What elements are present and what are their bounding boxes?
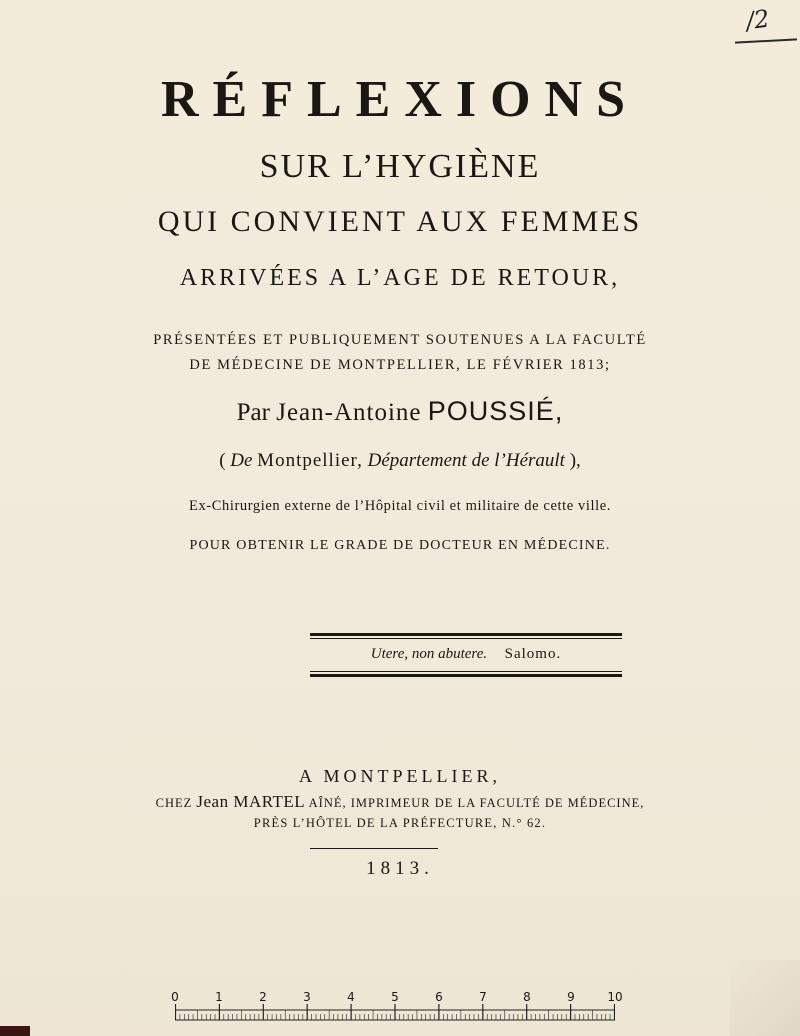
author-given-name: Jean-Antoine (276, 399, 422, 426)
motto (310, 646, 622, 663)
printer-suffix: AÎNÉ, IMPRIMEUR DE LA FACULTÉ DE MÉDECINE, (308, 796, 645, 810)
scale-label: 4 (347, 990, 355, 1004)
origin-de: De (230, 450, 253, 471)
scale-label: 8 (523, 990, 531, 1004)
motto-rule-bottom (310, 674, 622, 677)
thesis-purpose: POUR OBTENIR LE GRADE DE DOCTEUR EN MÉDECINE. (189, 538, 611, 553)
scale-label: 6 (435, 990, 443, 1004)
printer-name: Jean MARTEL (196, 792, 306, 811)
origin-city: Montpellier, (257, 450, 363, 471)
author-prefix: Par (236, 399, 270, 426)
origin-open-paren: ( (219, 450, 226, 471)
author-surname: POUSSIÉ, (427, 396, 564, 426)
year-rule (310, 848, 438, 849)
author-line (0, 396, 800, 427)
motto-rule-top-thin (310, 638, 622, 639)
origin-departement: Département de l’Hérault (367, 450, 565, 471)
origin-close-paren: ), (569, 450, 581, 471)
presentation-line-1: PRÉSENTÉES ET PUBLIQUEMENT SOUTENUES A LA FACULTÉ (153, 332, 647, 348)
scale-label: 1 (215, 990, 223, 1004)
scale-label: 0 (171, 990, 179, 1004)
scale-label: 9 (567, 990, 575, 1004)
motto-latin: Utere, non abutere. (370, 646, 488, 662)
subtitle-line-2: QUI CONVIENT AUX FEMMES (157, 205, 643, 238)
book-title: RÉFLEXIONS (160, 71, 640, 128)
subtitle-line-3: ARRIVÉES A L’AGE DE RETOUR, (179, 265, 621, 291)
motto-attribution: Salomo. (504, 646, 562, 662)
scale-ruler (175, 1004, 615, 1022)
annotation-underline (735, 38, 797, 43)
measurement-scale (171, 990, 623, 1026)
scale-label: 10 (607, 990, 623, 1004)
binding-edge (0, 1026, 30, 1036)
scale-label: 7 (479, 990, 487, 1004)
motto-rule-top (310, 633, 622, 636)
imprint-address: PRÈS L’HÔTEL DE LA PRÉFECTURE, N.° 62. (253, 816, 547, 830)
imprint-city: A MONTPELLIER, (299, 766, 501, 786)
imprint-printer (0, 792, 800, 812)
author-credentials: Ex-Chirurgien externe de l’Hôpital civil et militaire de cette ville. (188, 498, 612, 514)
imprint-year: 1813. (366, 858, 434, 879)
subtitle-line-1: SUR L’HYGIÈNE (259, 148, 541, 185)
presentation-line-2: DE MÉDECINE DE MONTPELLIER, LE FÉVRIER 1813; (189, 357, 611, 373)
scale-label: 3 (303, 990, 311, 1004)
scale-label: 5 (391, 990, 399, 1004)
author-origin (0, 450, 800, 472)
scale-label: 2 (259, 990, 267, 1004)
motto-rule-bottom-thin (310, 671, 622, 672)
printer-prefix: CHEZ (155, 796, 193, 810)
page-corner-fold (730, 960, 800, 1036)
handwritten-annotation: /2 (744, 4, 772, 36)
